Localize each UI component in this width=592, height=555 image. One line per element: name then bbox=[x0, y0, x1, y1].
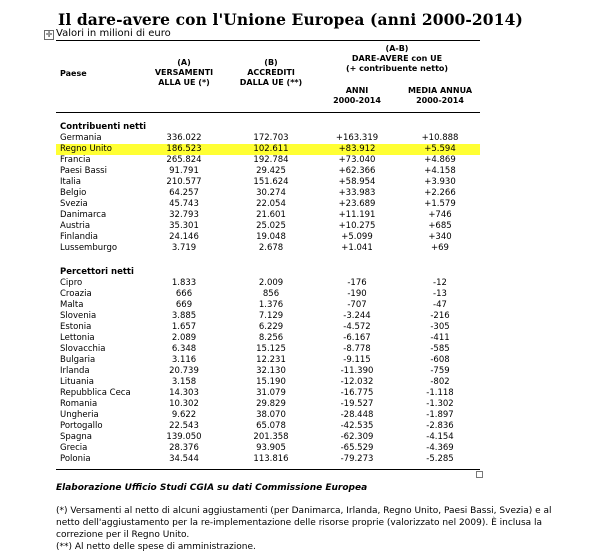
header-anni-line2: 2000-2014 bbox=[333, 96, 381, 105]
accrediti-cell: 29.829 bbox=[256, 399, 286, 409]
versamenti-cell: 10.302 bbox=[169, 399, 199, 409]
saldo-anni-cell: -707 bbox=[347, 300, 367, 310]
country-cell: Austria bbox=[60, 221, 91, 231]
accrediti-cell: 65.078 bbox=[256, 421, 286, 431]
saldo-anni-cell: +1.041 bbox=[341, 243, 373, 253]
saldo-anni-cell: -65.529 bbox=[340, 443, 374, 453]
versamenti-cell: 45.743 bbox=[169, 199, 199, 209]
saldo-media-cell: -585 bbox=[430, 344, 450, 354]
table-row bbox=[56, 166, 480, 177]
country-cell: Estonia bbox=[60, 322, 92, 332]
accrediti-cell: 102.611 bbox=[253, 144, 289, 154]
saldo-anni-cell: -8.778 bbox=[343, 344, 371, 354]
country-cell: Belgio bbox=[60, 188, 87, 198]
accrediti-cell: 113.816 bbox=[253, 454, 289, 464]
saldo-anni-cell: -19.527 bbox=[340, 399, 374, 409]
versamenti-cell: 210.577 bbox=[166, 177, 202, 187]
table-row bbox=[56, 410, 480, 421]
saldo-media-cell: -608 bbox=[430, 355, 450, 365]
saldo-anni-cell: -6.167 bbox=[343, 333, 371, 343]
saldo-anni-cell: +11.191 bbox=[338, 210, 376, 220]
table-row bbox=[56, 333, 480, 344]
country-cell: Danimarca bbox=[60, 210, 107, 220]
saldo-anni-cell: +163.319 bbox=[335, 133, 379, 143]
table-row bbox=[56, 443, 480, 454]
versamenti-cell: 336.022 bbox=[166, 133, 202, 143]
saldo-media-cell: +69 bbox=[431, 243, 449, 253]
resize-handle-icon[interactable] bbox=[476, 471, 483, 478]
saldo-anni-cell: -42.535 bbox=[340, 421, 374, 431]
header-media-line1: MEDIA ANNUA bbox=[407, 86, 473, 95]
accrediti-cell: 8.256 bbox=[258, 333, 284, 343]
table-top-rule bbox=[56, 40, 480, 41]
country-cell: Regno Unito bbox=[60, 144, 112, 154]
country-cell: Irlanda bbox=[60, 366, 90, 376]
table-bottom-rule bbox=[56, 469, 480, 470]
saldo-media-cell: -802 bbox=[430, 377, 450, 387]
saldo-anni-cell: -9.115 bbox=[343, 355, 371, 365]
header-ab-line2: (+ contribuente netto) bbox=[345, 64, 449, 73]
table-row bbox=[56, 366, 480, 377]
section-title-percettori: Percettori netti bbox=[60, 267, 134, 277]
country-cell: Cipro bbox=[60, 278, 83, 288]
saldo-media-cell: -5.285 bbox=[426, 454, 454, 464]
accrediti-cell: 151.624 bbox=[253, 177, 289, 187]
table-row bbox=[56, 232, 480, 243]
header-b-line1: ACCREDITI bbox=[247, 68, 295, 77]
country-cell: Repubblica Ceca bbox=[60, 388, 131, 398]
header-ab-code: (A-B) bbox=[385, 44, 409, 53]
saldo-media-cell: +1.579 bbox=[424, 199, 456, 209]
saldo-anni-cell: +62.366 bbox=[338, 166, 376, 176]
country-cell: Italia bbox=[60, 177, 81, 187]
accrediti-cell: 12.231 bbox=[256, 355, 286, 365]
saldo-media-cell: -47 bbox=[433, 300, 447, 310]
table-row bbox=[56, 344, 480, 355]
accrediti-cell: 7.129 bbox=[258, 311, 284, 321]
accrediti-cell: 21.601 bbox=[256, 210, 286, 220]
versamenti-cell: 22.543 bbox=[169, 421, 199, 431]
country-cell: Ungheria bbox=[60, 410, 99, 420]
table-row bbox=[56, 144, 480, 155]
versamenti-cell: 139.050 bbox=[166, 432, 202, 442]
saldo-anni-cell: -3.244 bbox=[343, 311, 371, 321]
header-paese: Paese bbox=[60, 69, 87, 78]
versamenti-cell: 35.301 bbox=[169, 221, 199, 231]
table-row bbox=[56, 199, 480, 210]
accrediti-cell: 93.905 bbox=[256, 443, 286, 453]
country-cell: Lussemburgo bbox=[60, 243, 118, 253]
table-row bbox=[56, 177, 480, 188]
footnote-line: (**) Al netto delle spese di amministrazione. bbox=[56, 542, 256, 552]
table-row bbox=[56, 300, 480, 311]
country-cell: Croazia bbox=[60, 289, 92, 299]
saldo-media-cell: +4.158 bbox=[424, 166, 456, 176]
table-row bbox=[56, 388, 480, 399]
page-title: Il dare-avere con l'Unione Europea (anni 2000-2014) bbox=[58, 10, 523, 29]
table-row bbox=[56, 289, 480, 300]
saldo-media-cell: -411 bbox=[430, 333, 450, 343]
versamenti-cell: 34.544 bbox=[169, 454, 199, 464]
section-title-contribuenti: Contribuenti netti bbox=[60, 122, 147, 132]
versamenti-cell: 2.089 bbox=[171, 333, 197, 343]
table-row bbox=[56, 432, 480, 443]
versamenti-cell: 91.791 bbox=[169, 166, 199, 176]
saldo-anni-cell: -4.572 bbox=[343, 322, 371, 332]
versamenti-cell: 186.523 bbox=[166, 144, 202, 154]
accrediti-cell: 192.784 bbox=[253, 155, 289, 165]
versamenti-cell: 1.833 bbox=[171, 278, 197, 288]
footnote-line: correzione per il Regno Unito. bbox=[56, 530, 190, 540]
accrediti-cell: 856 bbox=[262, 289, 280, 299]
saldo-media-cell: +5.594 bbox=[424, 144, 456, 154]
accrediti-cell: 25.025 bbox=[256, 221, 286, 231]
accrediti-cell: 31.079 bbox=[256, 388, 286, 398]
saldo-media-cell: -4.369 bbox=[426, 443, 454, 453]
country-cell: Spagna bbox=[60, 432, 92, 442]
saldo-media-cell: -216 bbox=[430, 311, 450, 321]
country-cell: Portogallo bbox=[60, 421, 103, 431]
table-row bbox=[56, 311, 480, 322]
saldo-anni-cell: +23.689 bbox=[338, 199, 376, 209]
country-cell: Malta bbox=[60, 300, 84, 310]
versamenti-cell: 24.146 bbox=[169, 232, 199, 242]
saldo-media-cell: +746 bbox=[428, 210, 452, 220]
accrediti-cell: 2.678 bbox=[258, 243, 284, 253]
accrediti-cell: 30.274 bbox=[256, 188, 286, 198]
saldo-media-cell: +2.266 bbox=[424, 188, 456, 198]
versamenti-cell: 20.739 bbox=[169, 366, 199, 376]
header-anni-line1: ANNI bbox=[345, 86, 369, 95]
saldo-media-cell: -13 bbox=[433, 289, 447, 299]
accrediti-cell: 6.229 bbox=[258, 322, 284, 332]
table-row bbox=[56, 188, 480, 199]
saldo-anni-cell: -11.390 bbox=[340, 366, 374, 376]
saldo-media-cell: +3.930 bbox=[424, 177, 456, 187]
accrediti-cell: 201.358 bbox=[253, 432, 289, 442]
country-cell: Paesi Bassi bbox=[60, 166, 107, 176]
versamenti-cell: 14.303 bbox=[169, 388, 199, 398]
header-a-line1: VERSAMENTI bbox=[154, 68, 214, 77]
saldo-anni-cell: -28.448 bbox=[340, 410, 374, 420]
subtitle: Valori in milioni di euro bbox=[56, 28, 171, 39]
saldo-media-cell: +685 bbox=[428, 221, 452, 231]
accrediti-cell: 19.048 bbox=[256, 232, 286, 242]
versamenti-cell: 666 bbox=[175, 289, 193, 299]
country-cell: Svezia bbox=[60, 199, 88, 209]
saldo-anni-cell: -176 bbox=[347, 278, 367, 288]
versamenti-cell: 9.622 bbox=[171, 410, 197, 420]
accrediti-cell: 1.376 bbox=[258, 300, 284, 310]
table-row bbox=[56, 355, 480, 366]
move-handle-icon[interactable]: ✛ bbox=[45, 30, 53, 39]
footnote-line: (*) Versamenti al netto di alcuni aggiustamenti (per Danimarca, Irlanda, Regno Unito, Paesi Bassi, Svezia) e al bbox=[56, 506, 552, 516]
country-cell: Slovenia bbox=[60, 311, 97, 321]
saldo-media-cell: -1.118 bbox=[426, 388, 454, 398]
country-cell: Germania bbox=[60, 133, 102, 143]
versamenti-cell: 3.719 bbox=[171, 243, 197, 253]
saldo-media-cell: -1.302 bbox=[426, 399, 454, 409]
table-row bbox=[56, 155, 480, 166]
country-cell: Grecia bbox=[60, 443, 88, 453]
versamenti-cell: 3.158 bbox=[171, 377, 197, 387]
country-cell: Lituania bbox=[60, 377, 94, 387]
saldo-media-cell: -305 bbox=[430, 322, 450, 332]
accrediti-cell: 22.054 bbox=[256, 199, 286, 209]
header-b-line2: DALLA UE (**) bbox=[239, 78, 303, 87]
accrediti-cell: 2.009 bbox=[258, 278, 284, 288]
saldo-media-cell: +340 bbox=[428, 232, 452, 242]
versamenti-cell: 669 bbox=[175, 300, 193, 310]
accrediti-cell: 32.130 bbox=[256, 366, 286, 376]
accrediti-cell: 172.703 bbox=[253, 133, 289, 143]
country-cell: Bulgaria bbox=[60, 355, 96, 365]
versamenti-cell: 32.793 bbox=[169, 210, 199, 220]
table-row bbox=[56, 421, 480, 432]
saldo-anni-cell: -12.032 bbox=[340, 377, 374, 387]
accrediti-cell: 29.425 bbox=[256, 166, 286, 176]
footnote-line: netto dell'aggiustamento per la re-implementazione delle risorse proprie (valorizzato nel 2009). È inclusa la bbox=[56, 518, 543, 528]
table-row bbox=[56, 454, 480, 465]
versamenti-cell: 1.657 bbox=[171, 322, 197, 332]
country-cell: Polonia bbox=[60, 454, 91, 464]
saldo-anni-cell: +5.099 bbox=[341, 232, 373, 242]
country-cell: Lettonia bbox=[60, 333, 95, 343]
saldo-media-cell: -4.154 bbox=[426, 432, 454, 442]
accrediti-cell: 15.125 bbox=[256, 344, 286, 354]
versamenti-cell: 3.116 bbox=[171, 355, 197, 365]
table-row bbox=[56, 399, 480, 410]
saldo-anni-cell: +73.040 bbox=[338, 155, 376, 165]
table-row bbox=[56, 133, 480, 144]
table-row bbox=[56, 243, 480, 254]
saldo-anni-cell: +58.954 bbox=[338, 177, 376, 187]
country-cell: Romania bbox=[60, 399, 98, 409]
header-media-line2: 2000-2014 bbox=[416, 96, 464, 105]
header-b-code: (B) bbox=[264, 58, 278, 67]
saldo-anni-cell: +10.275 bbox=[338, 221, 376, 231]
versamenti-cell: 28.376 bbox=[169, 443, 199, 453]
versamenti-cell: 265.824 bbox=[166, 155, 202, 165]
table-row bbox=[56, 278, 480, 289]
saldo-anni-cell: -79.273 bbox=[340, 454, 374, 464]
accrediti-cell: 38.070 bbox=[256, 410, 286, 420]
saldo-anni-cell: -16.775 bbox=[340, 388, 374, 398]
saldo-media-cell: -12 bbox=[433, 278, 447, 288]
versamenti-cell: 6.348 bbox=[171, 344, 197, 354]
saldo-media-cell: +10.888 bbox=[421, 133, 459, 143]
saldo-media-cell: -759 bbox=[430, 366, 450, 376]
header-bottom-rule bbox=[56, 112, 480, 113]
table-row bbox=[56, 210, 480, 221]
saldo-anni-cell: -190 bbox=[347, 289, 367, 299]
saldo-anni-cell: +33.983 bbox=[338, 188, 376, 198]
saldo-media-cell: -2.836 bbox=[426, 421, 454, 431]
header-ab-line1: DARE-AVERE con UE bbox=[351, 54, 443, 63]
versamenti-cell: 64.257 bbox=[169, 188, 199, 198]
country-cell: Slovacchia bbox=[60, 344, 106, 354]
source-note: Elaborazione Ufficio Studi CGIA su dati Commissione Europea bbox=[56, 483, 368, 493]
table-row bbox=[56, 322, 480, 333]
country-cell: Francia bbox=[60, 155, 91, 165]
saldo-media-cell: +4.869 bbox=[424, 155, 456, 165]
versamenti-cell: 3.885 bbox=[171, 311, 197, 321]
table-row bbox=[56, 221, 480, 232]
header-a-line2: ALLA UE (*) bbox=[158, 78, 210, 87]
header-a-code: (A) bbox=[177, 58, 191, 67]
saldo-anni-cell: -62.309 bbox=[340, 432, 374, 442]
country-cell: Finlandia bbox=[60, 232, 98, 242]
accrediti-cell: 15.190 bbox=[256, 377, 286, 387]
saldo-media-cell: -1.897 bbox=[426, 410, 454, 420]
saldo-anni-cell: +83.912 bbox=[338, 144, 376, 154]
table-row bbox=[56, 377, 480, 388]
